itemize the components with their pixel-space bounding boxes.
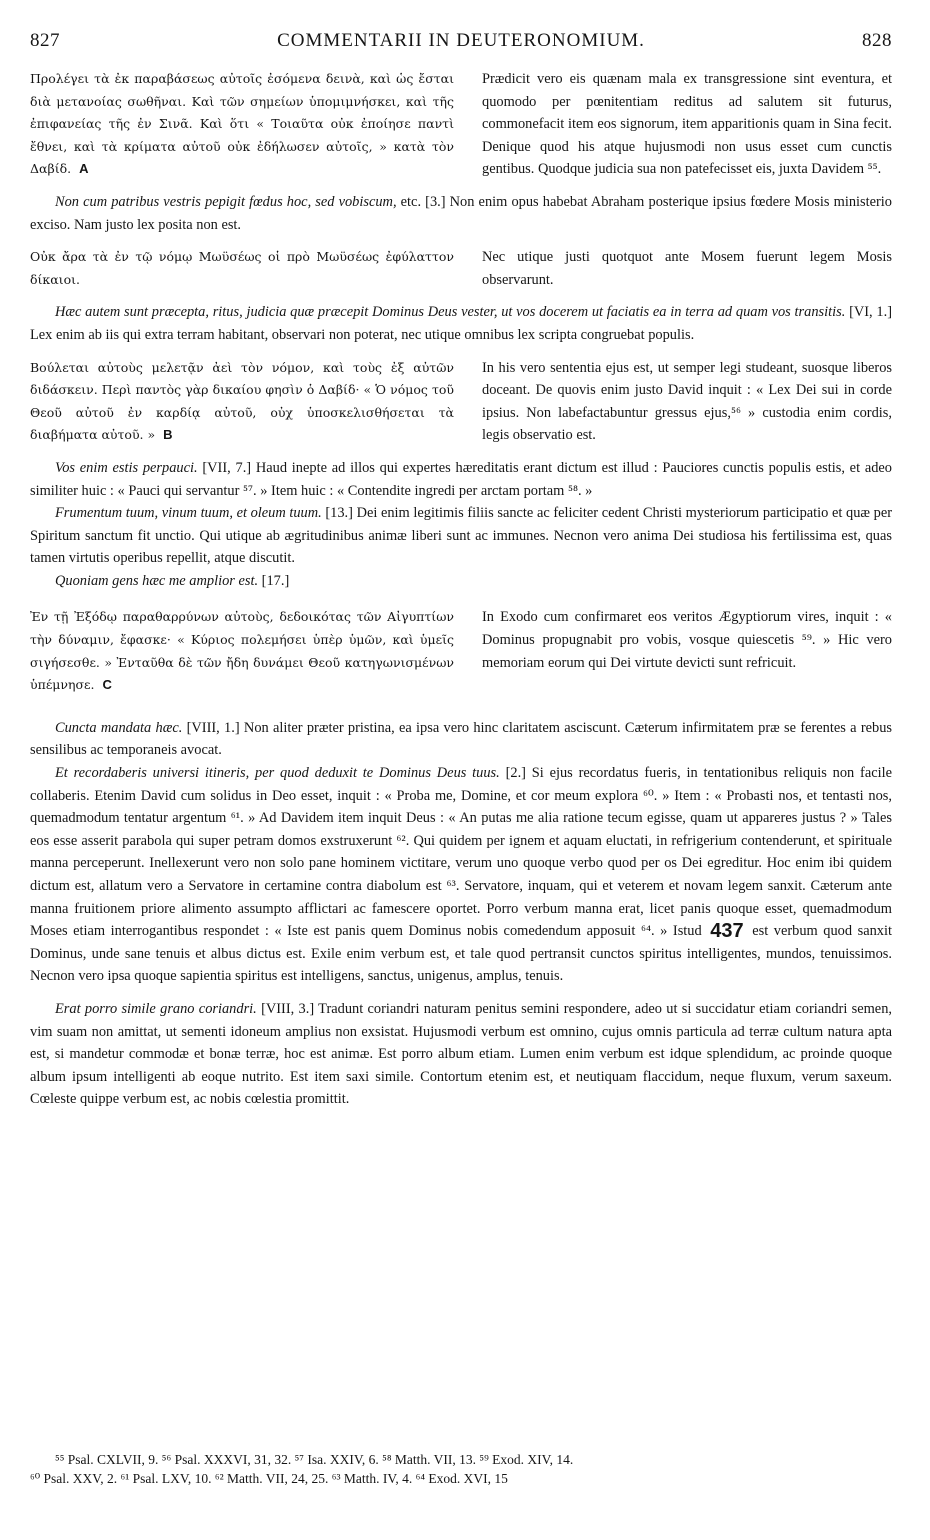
footnote-line: ⁵⁵ Psal. CXLVII, 9. ⁵⁶ Psal. XXXVI, 31, 32. ⁵⁷ Isa. XXIV, 6. ⁵⁸ Matth. VII, 13. ⁵⁹ Exod. XIV, 14. — [55, 1452, 574, 1467]
commentary-paragraph: Non cum patribus vestris pepigit fœdus hoc, sed vobiscum, etc. [3.] Non enim opus habebat Abraham posterique ipsius fœdere Mosis ministerio exciso. Nam justo lex posita non est. — [30, 193, 893, 233]
running-head — [30, 30, 892, 58]
footnote-line: ⁶⁰ Psal. XXV, 2. ⁶¹ Psal. LXV, 10. ⁶² Matth. VII, 24, 25. ⁶³ Matth. IV, 4. ⁶⁴ Exod. XVI, 15 — [30, 1471, 508, 1486]
latin-text: In Exodo cum confirmaret eos veritos Ægyptiorum vires, inquit : « Dominus propugnabit pro vobis, vosque quiescetis ⁵⁹. » Hic vero memoriam eorum qui Dei virtute devicti sunt refricuit. — [482, 609, 892, 671]
parallel-block-2 — [30, 246, 892, 291]
page — [30, 30, 892, 1111]
lemma: Et recordaberis universi itineris, per quod deduxit te Dominus Deus tuus. — [55, 765, 500, 782]
footnotes — [30, 1450, 892, 1488]
parallel-block-4 — [30, 606, 892, 696]
lemma: Erat porro simile grano coriandri. — [55, 1000, 257, 1017]
lemma: Cuncta mandata hæc. — [55, 719, 183, 736]
lemma: Non cum patribus vestris pepigit fœdus hoc, sed vobiscum, — [55, 193, 397, 210]
lemma: Vos enim estis perpauci. — [55, 459, 198, 476]
commentary-paragraph: Et recordaberis universi itineris, per quod deduxit te Dominus Deus tuus. [2.] Si ejus recordatus fueris, in tentationibus reliquis non facile collaberis. Etenim David cum solidus in Deo esset, inquit : « Proba me, Domine, et cor meum explora ⁶⁰. » Item : « Probasti nos, et tentasti nos, quemadmodum tentatur argentum ⁶¹. » Ad Davidem item inquit Deus : « An putas me alia ratione tecum egisse, quam ut appareres justus ? » Tales eos esse asserit parabola qui super petram domos exstruxerunt ⁶². Qui quidem per ignem et aquam eluctati, in refrigerium contenderunt, et spirituale manna perceperunt. Inellexerunt vero non solo pane hominem victitare, verum uno quoque verbo quod per os Dei egreditur. Hoc enim ibi quidem dictum est, allatum vero a Servatore in certamine contra diabolum est ⁶³. Servatore, inquam, qui et veterem et novam legem sanxit. Cæterum ante manna fruitionem priore alimento assumpto afflictari ac famescere oportet. Porro verbum manna erat, licet panis quoque esset, quemadmodum Moses etiam interrogantibus respondet : « Iste est panis quem Dominus nobis comedendum apposuit ⁶⁴. » Istud 437 est verbum quod sanxit Dominus, unde sane tenuis et albus dictus est. Exile enim verbum est, et tale quod pertransit cunctos spiritus intelligentes, mundos, tenuissimos. Necnon vero ipsa quoque sapientia spiritus est intelligens, sanctus, unigenus, amplus, tenuis. — [30, 765, 892, 985]
left-page-number: 827 — [30, 30, 60, 51]
lemma: Frumentum tuum, vinum tuum, et oleum tuum. — [55, 505, 322, 522]
lemma: Quoniam gens hæc me amplior est. — [55, 572, 259, 589]
greek-text: Προλέγει τὰ ἐκ παραβάσεως αὐτοῖς ἐσόμενα δεινὰ, καὶ ὡς ἔσται διὰ μετανοίας σωθῆναι. Καὶ τῶν σημείων ὑπομιμνήσκει, καὶ τῆς ἐπιφανείας τῆς ἐν Σινᾶ. Καὶ ὅτι « Τοιαῦτα οὐκ ἐποίησε παντὶ ἔθνει, καὶ τὰ κρίματα αὐτοῦ οὐκ ἐδήλωσεν αὐτοῖς, » κατὰ τὸν Δαβίδ. A — [30, 68, 454, 181]
margin-marker: A — [79, 161, 89, 177]
commentary-paragraph: Hæc autem sunt præcepta, ritus, judicia quæ præcepit Dominus Deus vester, ut vos docerem ut faciatis ea in terra ad quam vos transitis. [VI, 1.] Lex enim ab iis qui extra terram habitant, observari non poterat, nec utique omnibus lex scripta congruebat populis. — [30, 304, 892, 343]
column-number: 437 — [710, 920, 744, 943]
margin-marker: C — [102, 677, 112, 693]
greek-text: Ἐν τῇ Ἐξόδῳ παραθαρρύνων αὐτοὺς, δεδοικότας τῶν Αἰγυπτίων τὴν δύναμιν, ἔφασκε· « Κύριος πολεμήσει ὑπὲρ ὑμῶν, καὶ ὑμεῖς σιγήσεσθε. » Ἐνταῦθα δὲ τῶν ἤδη δυνάμει Θεοῦ κατηγωνισμένων ὑπέμνησε. C — [30, 606, 454, 696]
right-page-number: 828 — [862, 30, 892, 51]
greek-text: Οὐκ ἄρα τὰ ἐν τῷ νόμῳ Μωϋσέως οἱ πρὸ Μωϋσέως ἐφύλαττον δίκαιοι. — [30, 249, 454, 287]
page-title: COMMENTARII IN DEUTERONOMIUM. — [277, 30, 645, 51]
commentary-paragraph: Frumentum tuum, vinum tuum, et oleum tuum. [13.] Dei enim legitimis filiis sancte ac feliciter cedent Christi mysteriorum participatio et quæ per Spiritum sanctum fit unctio. Qui utique ab ægritudinibus animæ liberi sunt ac immunes. Necnon vero anima Dei studiosa his fertilissima est, quas tamen virtutis operibus repellit, atque discutit. — [30, 505, 892, 567]
latin-text: Prædicit vero eis quænam mala ex transgressione sint eventura, et quomodo per pœnitentiam reditus ad salutem sit futurus, commonefacit item eos signorum, item apparitionis quam in Sina fecit. Denique quod his atque hujusmodi non usus esset cum cunctis gentibus. Quodque judicia sua non patefecisset eis, juxta Davidem ⁵⁵. — [482, 71, 892, 178]
lemma: Hæc autem sunt præcepta, ritus, judicia quæ præcepit Dominus Deus vester, ut vos docerem ut faciatis ea in terra ad quam vos transitis. — [55, 304, 846, 321]
greek-text: Βούλεται αὐτοὺς μελετᾷν ἀεὶ τὸν νόμον, καὶ τοὺς ἐξ αὐτῶν διδάσκειν. Περὶ παντὸς γὰρ δικαίου φησὶν ὁ Δαβίδ· « Ὁ νόμος τοῦ Θεοῦ αὐτοῦ ἐν καρδίᾳ αὐτοῦ, οὐχ ὑποσκελισθήσεται τὰ διαβήματα αὐτοῦ. » B — [30, 357, 454, 447]
commentary-paragraph: Cuncta mandata hæc. [VIII, 1.] Non aliter præter pristina, ea ipsa vero hinc claritatem asciscunt. Cæterum infirmitatem præ se ferentes a rebus sensilibus ac temporaneis avocat. — [30, 719, 893, 759]
commentary-paragraph: Vos enim estis perpauci. [VII, 7.] Haud inepte ad illos qui expertes hæreditatis erant dictum est illud : Pauciores cunctis populis estis, et adeo similiter huic : « Pauci qui servantur ⁵⁷. » Item huic : « Contendite ingredi per arctam portam ⁵⁸. » — [30, 459, 892, 499]
latin-text: In his vero sententia ejus est, ut semper legi studeant, suosque liberos doceant. De quovis enim justo David inquit : « Lex Dei sui in corde ipsius. Non labefactabuntur gressus ejus,⁵⁶ » custodia enim cordis, legis observatio est. — [482, 359, 892, 444]
parallel-block-1 — [30, 68, 892, 181]
parallel-block-3 — [30, 357, 892, 447]
latin-text: Nec utique justi quotquot ante Mosem fuerunt legem Mosis observarunt. — [482, 249, 892, 288]
commentary-paragraph: Erat porro simile grano coriandri. [VIII, 3.] Tradunt coriandri naturam penitus semini respondere, adeo ut si succidatur etiam coriandri semen, vim suam non amittat, ut sementi idoneum amplius non exsistat. Hujusmodi verbum est omnino, cujus omnis particula ad terræ cultum natura apta est, si mandetur commodæ et bonæ terræ, hoc est animæ. Est porro album etiam. Lumen enim verbum est idque splendidum, ac proinde quoque album ipsum intelligenti ab eoque nutrito. Est item saxi simile. Contortum etenim est, et neutiquam flaccidum, neque fluxum, verum saxeum. Cœleste quippe verbum est, ac nobis cœlestia promittit. — [30, 1000, 892, 1108]
margin-marker: B — [163, 427, 173, 443]
commentary-paragraph: Quoniam gens hæc me amplior est. [17.] — [55, 572, 290, 589]
